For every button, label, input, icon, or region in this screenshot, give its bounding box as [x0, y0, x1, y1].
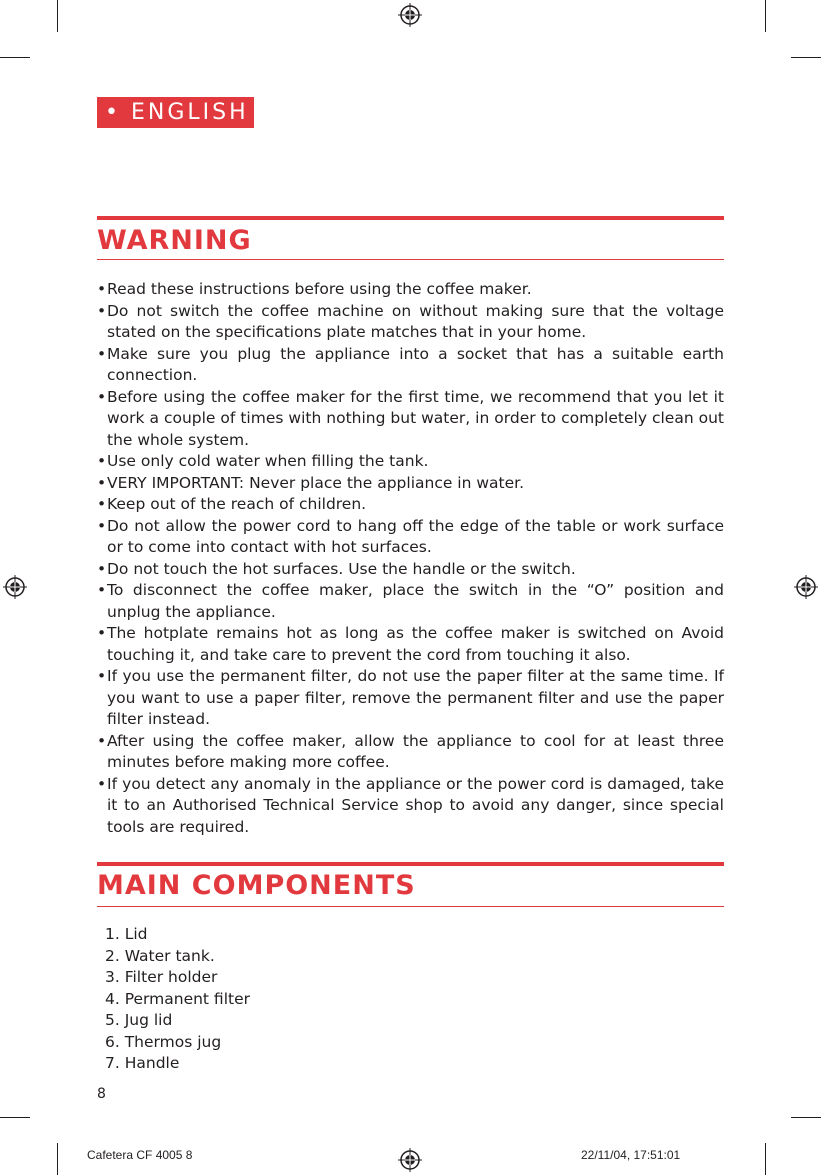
- warning-item: • Do not touch the hot surfaces. Use the handle or the switch.: [97, 559, 576, 578]
- warning-item: • Before using the coffee maker for the first time, we recommend that you let it work a couple of times with nothing but water, in order to completely clean out the whole system.: [97, 387, 724, 449]
- crop-mark: [765, 1143, 766, 1175]
- warning-list: [97, 279, 724, 838]
- warning-item: • VERY IMPORTANT: Never place the appliance in water.: [97, 473, 525, 492]
- component-item: 5. Jug lid: [105, 1011, 173, 1029]
- crop-mark: [765, 0, 766, 32]
- crop-mark: [791, 1117, 821, 1118]
- footer-file-info: Cafetera CF 4005 8: [87, 1148, 193, 1162]
- registration-mark-icon: [794, 575, 818, 599]
- language-badge: • ENGLISH: [97, 97, 254, 128]
- warning-item: • Do not allow the power cord to hang off the edge of the table or work surface or to come into contact with hot surfaces.: [97, 516, 724, 556]
- components-list: [105, 924, 250, 1075]
- registration-mark-icon: [398, 1148, 422, 1172]
- warning-item: • To disconnect the coffee maker, place the switch in the “O” position and unplug the appliance.: [97, 581, 724, 621]
- crop-mark: [0, 57, 30, 58]
- component-item: 7. Handle: [105, 1054, 180, 1072]
- crop-mark: [0, 1117, 30, 1118]
- warning-item: • Read these instructions before using the coffee maker.: [97, 280, 532, 298]
- warning-item: • Do not switch the coffee machine on without making sure that the voltage stated on the specifications plate matches that in your home.: [97, 301, 724, 341]
- component-item: 3. Filter holder: [105, 968, 218, 986]
- warning-item: • If you detect any anomaly in the appliance or the power cord is damaged, take it to an Authorised Technical Service shop to avoid any danger, since special tools are required.: [97, 774, 724, 836]
- footer-timestamp: 22/11/04, 17:51:01: [581, 1148, 681, 1162]
- component-item: 1. Lid: [105, 925, 148, 943]
- page-number: 8: [97, 1086, 106, 1102]
- component-item: 6. Thermos jug: [105, 1032, 222, 1051]
- warning-item: • Use only cold water when filling the tank.: [97, 452, 429, 470]
- crop-mark: [57, 1143, 58, 1175]
- section-divider: [97, 862, 724, 866]
- crop-mark: [57, 0, 58, 32]
- warning-title: WARNING: [97, 225, 252, 256]
- components-title: MAIN COMPONENTS: [97, 870, 416, 901]
- component-item: 4. Permanent filter: [105, 989, 250, 1008]
- warning-item: • If you use the permanent filter, do not use the paper filter at the same time. If you want to use a paper filter, remove the permanent filter and use the paper filter instead.: [97, 667, 724, 728]
- warning-item: • The hotplate remains hot as long as the coffee maker is switched on Avoid touching it, and take care to prevent the cord from touching it also.: [97, 624, 724, 664]
- section-divider: [97, 216, 724, 220]
- section-underline: [97, 259, 724, 260]
- section-underline: [97, 906, 724, 907]
- component-item: 2. Water tank.: [105, 946, 215, 965]
- registration-mark-icon: [398, 3, 422, 27]
- crop-mark: [791, 57, 821, 58]
- registration-mark-icon: [3, 575, 27, 599]
- warning-item: • Make sure you plug the appliance into a socket that has a suitable earth connection.: [97, 344, 724, 384]
- warning-item: • Keep out of the reach of children.: [97, 495, 367, 513]
- warning-item: • After using the coffee maker, allow the appliance to cool for at least three minutes before making more coffee.: [97, 731, 724, 771]
